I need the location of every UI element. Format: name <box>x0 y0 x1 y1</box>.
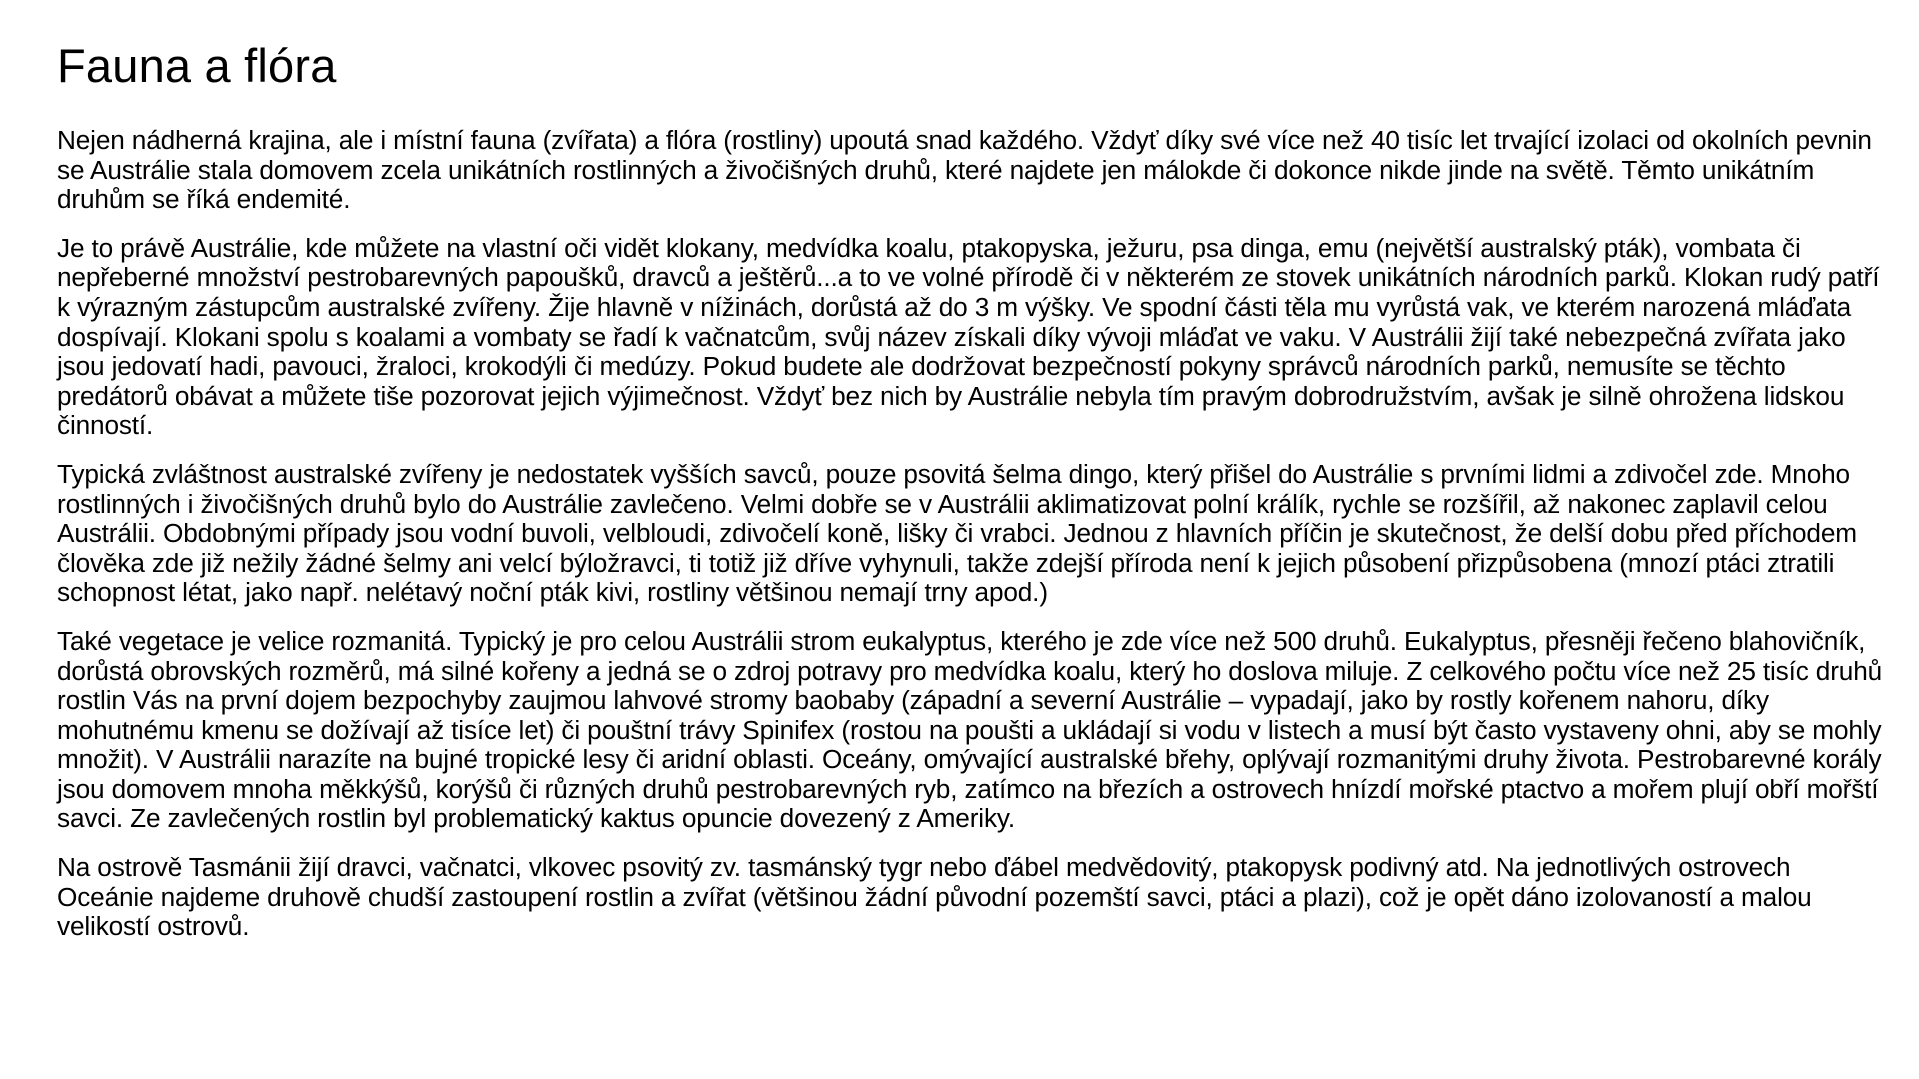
slide-body <box>57 126 1885 961</box>
slide-title: Fauna a flóra <box>57 39 337 92</box>
paragraph-animals: Je to právě Austrálie, kde můžete na vlastní oči vidět klokany, medvídka koalu, ptakopyska, ježuru, psa dinga, emu (největší australský pták), vombata či nepřeberné množství pestrobarevných papoušků, dravců a ještěrů...a to ve volné přírodě či v některém ze stovek unikátních národních parků. Klokan rudý patří k výrazným zástupcům australské zvířeny. Žije hlavně v nížinách, dorůstá až do 3 m výšky. Ve spodní části těla mu vyrůstá vak, ve kterém narozená mláďata dospívají. Klokani spolu s koalami a vombaty se řadí k vačnatcům, svůj název získali díky vývoji mláďat ve vaku. V Austrálii žijí také nebezpečná zvířata jako jsou jedovatí hadi, pavouci, žraloci, krokodýli či medúzy. Pokud budete ale dodržovat bezpečností pokyny správců národních parků, nemusíte se těchto predátorů obávat a můžete tiše pozorovat jejich výjimečnost. Vždyť bez nich by Austrálie nebyla tím pravým dobrodružstvím, avšak je silně ohrožena lidskou činností. <box>57 232 1880 441</box>
paragraph-intro: Nejen nádherná krajina, ale i místní fauna (zvířata) a flóra (rostliny) upoutá snad každého. Vždyť díky své více než 40 tisíc let trvající izolaci od okolních pevnin se Austrálie stala domovem zcela unikátních rostlinných a živočišných druhů, které najdete jen málokde či dokonce nikde jinde na světě. Těmto unikátním druhům se říká endemité. <box>57 125 1872 215</box>
paragraph-mammals: Typická zvláštnost australské zvířeny je nedostatek vyšších savců, pouze psovitá šelma dingo, který přišel do Austrálie s prvními lidmi a zdivočel zde. Mnoho rostlinných i živočišných druhů bylo do Austrálie zavlečeno. Velmi dobře se v Austrálii aklimatizovat polní králík, rychle se rozšířil, až nakonec zaplavil celou Austrálii. Obdobnými případy jsou vodní buvoli, velbloudi, zdivočelí koně, lišky či vrabci. Jednou z hlavních příčin je skutečnost, že delší dobu před příchodem člověka zde již nežily žádné šelmy ani velcí býložravci, ti totiž již dříve vyhynuli, takže zdejší příroda není k jejich působení přizpůsobena (mnozí ptáci ztratili schopnost létat, jako např. nelétavý noční pták kivi, rostliny většinou nemají trny apod.) <box>57 458 1857 608</box>
paragraph-vegetation: Také vegetace je velice rozmanitá. Typický je pro celou Austrálii strom eukalyptus, kterého je zde více než 500 druhů. Eukalyptus, přesněji řečeno blahovičník, dorůstá obrovských rozměrů, má silné kořeny a jedná se o zdroj potravy pro medvídka koalu, který ho doslova miluje. Z celkového počtu více než 25 tisíc druhů rostlin Vás na první dojem bezpochyby zaujmou lahvové stromy baobaby (západní a severní Austrálie – vypadají, jako by rostly kořenem nahoru, díky mohutnému kmenu se dožívají až tisíce let) či pouštní trávy Spinifex (rostou na poušti a ukládají si vodu v listech a musí být často vystaveny ohni, aby se mohly množit). V Austrálii narazíte na bujné tropické lesy či aridní oblasti. Oceány, omývající australské břehy, oplývají rozmanitými druhy života. Pestrobarevné korály jsou domovem mnoha měkkýšů, korýšů či různých druhů pestrobarevných ryb, zatímco na březích a ostrovech hnízdí mořské ptactvo a mořem plují obří mořští savci. Ze zavlečených rostlin byl problematický kaktus opuncie dovezený z Ameriky. <box>57 625 1883 834</box>
paragraph-tasmania: Na ostrově Tasmánii žijí dravci, vačnatci, vlkovec psovitý zv. tasmánský tygr nebo ďábel medvědovitý, ptakopysk podivný atd. Na jednotlivých ostrovech Oceánie najdeme druhově chudší zastoupení rostlin a zvířat (většinou žádní původní pozemští savci, ptáci a plazi), což je opět dáno izolovaností a malou velikostí ostrovů. <box>57 852 1812 942</box>
